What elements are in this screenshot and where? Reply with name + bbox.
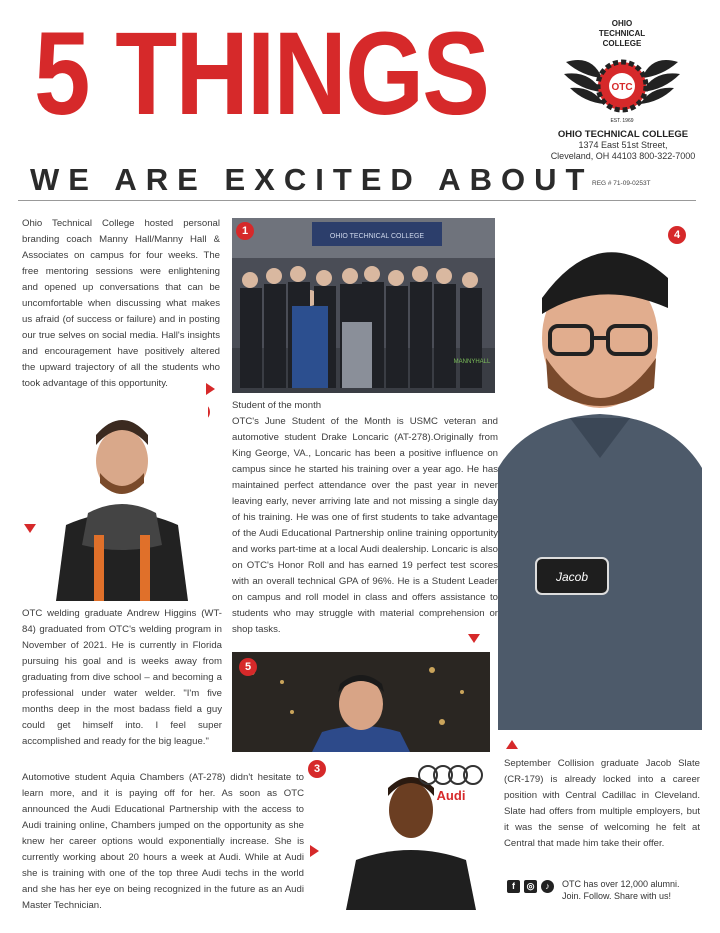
photo-watermark: MANNYHALL (453, 359, 491, 365)
badge-number-1: 1 (236, 222, 254, 240)
arrow-right-icon (310, 845, 319, 857)
arrow-up-icon (506, 740, 518, 749)
org-name: OHIO TECHNICAL COLLEGE (557, 129, 689, 140)
header-divider (18, 200, 696, 201)
instagram-icon[interactable]: ◎ (524, 880, 537, 893)
org-city: Cleveland, OH 44103 800-322-7000 (550, 151, 696, 161)
jacob-photo (498, 218, 702, 730)
social-line-2: Join. Follow. Share with us! (562, 891, 672, 901)
student-photo-5-image (232, 652, 490, 752)
otc-logo (562, 18, 682, 133)
logo-line-2: TECHNICAL (598, 29, 646, 38)
social-line-1: OTC has over 12,000 alumni. (562, 879, 680, 889)
name-patch: Jacob (555, 570, 589, 584)
banner-text: OHIO TECHNICAL COLLEGE (329, 233, 425, 240)
social-text (562, 878, 702, 902)
student-of-month-text: OTC's June Student of the Month is USMC veteran and automotive student Drake Loncaric (AT-278).Originally from King George, VA., Loncaric has been a positive influence on campus since he started his training over a year ago. He has maintained perfect attendance over the past year in never leaving early, never arriving late and not missing a single day of his training. He was one of first students to take advantage of the Audi Educational Partnership online training opportunity and works part-time at a local Audi dealership. Loncaric is also on OTC's Honor Roll and has earned 19 perfect test scores with an overall technical GPA of 96%. He is a Student Leader on campus and roll model in class and offers assistance to students who may struggle with material comprehension or shop tasks. (232, 416, 498, 635)
group-photo (232, 218, 495, 393)
badge-number-5: 5 (239, 658, 257, 676)
facebook-icon[interactable]: f (507, 880, 520, 893)
student-photo-5 (232, 652, 490, 752)
student-of-month (232, 398, 498, 638)
page-title: 5 THINGS (34, 8, 489, 140)
logo-line-3: COLLEGE (602, 39, 642, 48)
welder-photo-image (36, 395, 208, 601)
section3-text: Automotive student Aquia Chambers (AT-278) didn't hesitate to learn more, and it is paying off for her. As soon as OTC announced the Audi Educational Partnership with the access to Audi training online, Chambers jumped on the opportunity as she knew her career options would exponentially increase. She is currently working about 20 hours a week at Audi. While at Audi she is training with one of the top three Audi techs in the world and she has her eye on being recognized in the future as an Audi Master Technician. (22, 772, 304, 911)
arrow-down-icon (24, 524, 36, 533)
section1-text: Ohio Technical College hosted personal branding coach Manny Hall/Manny Hall & Associates on campus for four weeks. The free mentoring sessions were enlightening and opened up conversations that can be uncomfortable when discussing what makes us afraid (of success or failure) and in posting our true selves on social media. Hall's insights and encouragement have positively altered the upward trajectory of all the students who took advantage of this opportunity. (22, 218, 220, 389)
group-photo-image (232, 218, 495, 393)
arrow-right-icon (206, 383, 215, 395)
audi-brand: Audi (436, 788, 466, 803)
page-subtitle: WE ARE EXCITED ABOUT (30, 162, 594, 197)
tiktok-icon[interactable]: ♪ (541, 880, 554, 893)
section2-text: OTC welding graduate Andrew Higgins (WT-84) graduated from OTC's welding program in November of 2021. He is currently in Florida pursuing his goal and is weeks away from graduating from dive school – and becoming a professional under water welder. "I'm five months deep in the most badass field a guy could get himself into. I feel super accomplished and ready for the big league." (22, 608, 222, 747)
org-street: 1374 East 51st Street, (578, 140, 668, 150)
arrow-down-icon (468, 634, 480, 643)
badge-number-4: 4 (668, 226, 686, 244)
logo-line-1: OHIO (611, 19, 633, 28)
jacob-photo-image (498, 218, 702, 730)
registration-number: REG # 71-09-0253T (592, 180, 651, 187)
section4-text: September Collision graduate Jacob Slate (CR-179) is already locked into a career position with Central Cadillac in Cleveland. Slate had offers from multiple employers, but it was the sense of welcoming he felt at Central that made him take their offer. (504, 758, 700, 849)
org-address (548, 129, 698, 162)
audi-logo (416, 764, 486, 804)
student-of-month-heading: Student of the month (232, 400, 322, 411)
welder-photo (36, 395, 208, 601)
logo-badge: OTC (611, 82, 633, 93)
logo-est: EST. 1969 (610, 118, 634, 124)
badge-number-3: 3 (308, 760, 326, 778)
